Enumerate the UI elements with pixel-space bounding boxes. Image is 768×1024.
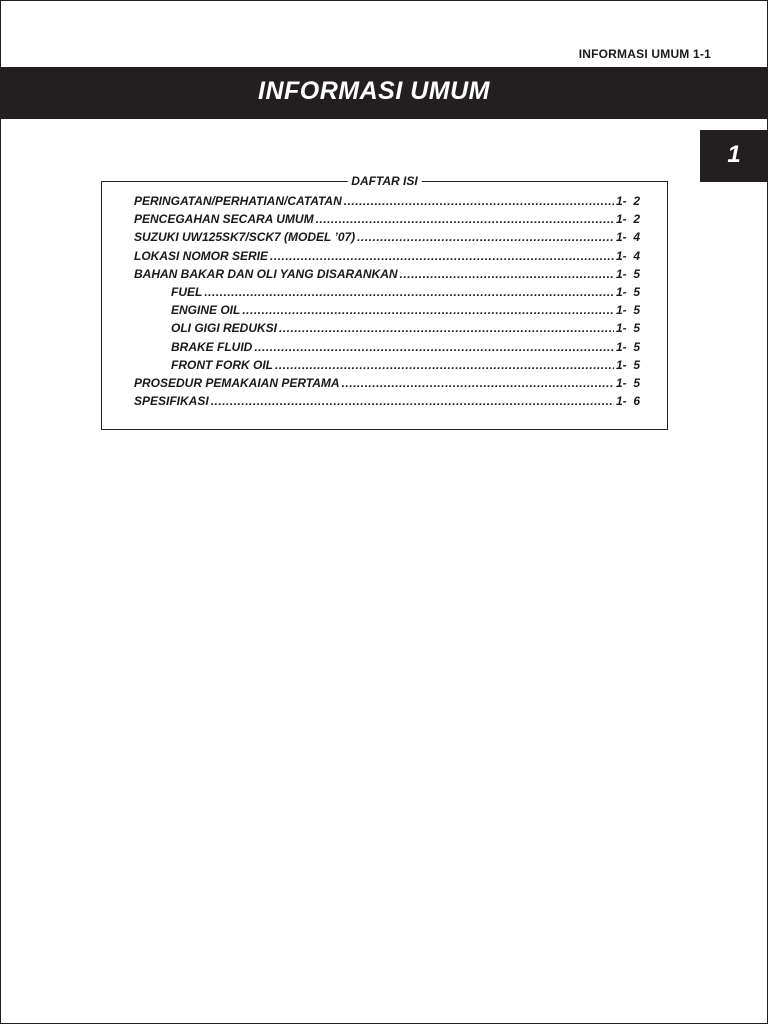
toc-subentry[interactable]	[134, 303, 644, 321]
title-bar	[0, 67, 768, 119]
toc-entry-label: PROSEDUR PEMAKAIAN PERTAMA	[134, 375, 340, 390]
toc-entry-page: 1- 2	[616, 212, 641, 227]
toc-entry-page: 1- 5	[616, 339, 641, 354]
toc-entry-page: 1- 5	[616, 357, 641, 372]
toc-entry-label: FUEL	[171, 284, 203, 299]
toc-entry-label: PERINGATAN/PERHATIAN/CATATAN	[134, 194, 342, 208]
toc-entry[interactable]	[134, 394, 644, 412]
toc-entry-label: SUZUKI UW125SK7/SCK7 (MODEL ’07)	[134, 230, 356, 245]
dot-leader	[279, 321, 614, 335]
dot-leader	[211, 394, 614, 408]
dot-leader	[204, 285, 614, 299]
dot-leader	[270, 249, 614, 263]
toc-entry-label: OLI GIGI REDUKSI	[171, 321, 278, 336]
toc-subentry[interactable]	[134, 321, 644, 339]
toc-entry-page: 1- 5	[616, 321, 641, 336]
toc-entry[interactable]	[134, 376, 644, 394]
chapter-tab: 1	[700, 130, 768, 182]
toc-entry-page: 1- 5	[616, 375, 641, 390]
toc-subentry[interactable]	[134, 358, 644, 376]
dot-leader	[242, 303, 614, 317]
table-of-contents	[101, 174, 668, 430]
toc-entry-page: 1- 5	[616, 266, 641, 281]
toc-entry-label: FRONT FORK OIL	[171, 357, 273, 372]
page-title: INFORMASI UMUM	[258, 77, 490, 105]
toc-entry-label: PENCEGAHAN SECARA UMUM	[134, 212, 314, 227]
toc-entry[interactable]	[134, 230, 644, 248]
toc-entry[interactable]	[134, 212, 644, 230]
toc-entry[interactable]	[134, 194, 644, 212]
toc-entry-page: 1- 2	[616, 194, 641, 208]
toc-entry-label: BAHAN BAKAR DAN OLI YANG DISARANKAN	[134, 266, 398, 281]
toc-entry-page: 1- 4	[616, 230, 641, 245]
toc-entry-page: 1- 5	[616, 284, 641, 299]
dot-leader	[400, 267, 614, 281]
dot-leader	[357, 230, 614, 244]
toc-entry[interactable]	[134, 249, 644, 267]
dot-leader	[316, 212, 614, 226]
toc-entry-label: BRAKE FLUID	[171, 339, 253, 354]
toc-entry-label: SPESIFIKASI	[134, 394, 209, 409]
toc-entry-page: 1- 5	[616, 303, 641, 318]
toc-heading: DAFTAR ISI	[347, 173, 421, 189]
dot-leader	[254, 340, 614, 354]
dot-leader	[275, 358, 614, 372]
dot-leader	[342, 376, 614, 390]
toc-subentry[interactable]	[134, 340, 644, 358]
toc-subentry[interactable]	[134, 285, 644, 303]
toc-entry-label: ENGINE OIL	[171, 303, 241, 318]
toc-entry-page: 1- 6	[616, 394, 641, 409]
toc-entry-page: 1- 4	[616, 248, 641, 263]
toc-list	[134, 194, 644, 412]
dot-leader	[344, 194, 614, 208]
toc-entry-label: LOKASI NOMOR SERIE	[134, 248, 269, 263]
running-header: INFORMASI UMUM 1-1	[578, 47, 711, 61]
toc-entry[interactable]	[134, 267, 644, 285]
